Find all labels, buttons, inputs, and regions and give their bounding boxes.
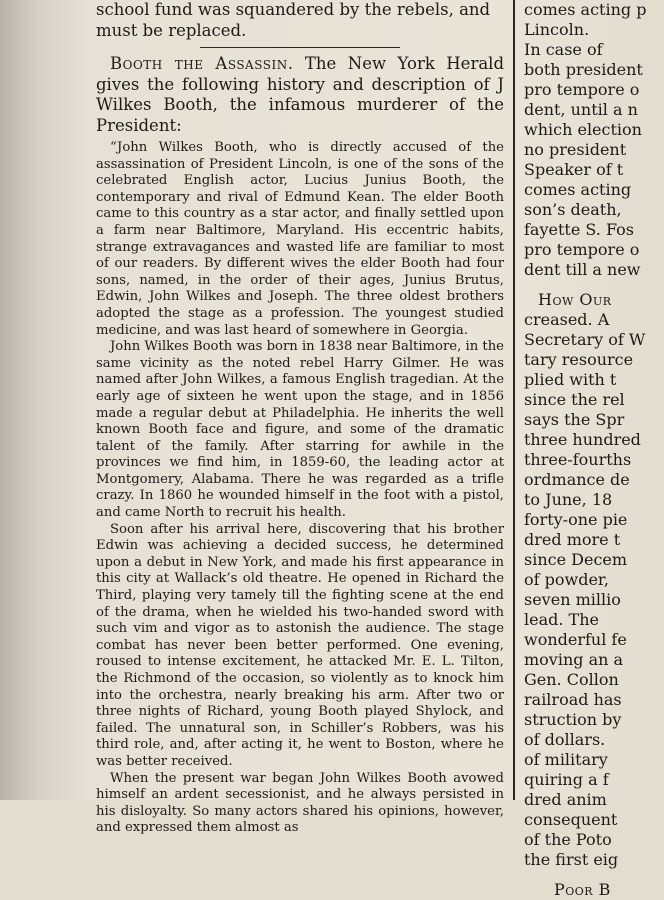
right-line: quiring a f <box>524 770 609 789</box>
right-line: tary resource <box>524 350 634 369</box>
right-line: pro tempore o <box>524 80 640 99</box>
right-line: says the Spr <box>524 410 625 429</box>
article-paragraph: John Wilkes Booth was born in 1838 near Baltimore, in the same vicinity as the noted rebel Harry Gilmer. He was named after John Wilkes, a famous English tragedian. At the early age of sixteen he went upon the stage, and in 1856 made a regular debut at Philadelphia. He inherits the well known Booth face and figure, and some of the dramatic talent of the family. After starring for awhile in the provinces we find him, in 1859-60, the leading actor at Montgomery, Alabama. There he was regarded as a trifle crazy. In 1860 he wounded himself in the foot with a pistol, and came North to recruit his health. <box>96 339 504 521</box>
intro-text-1: The New York Herald <box>304 54 505 73</box>
right-line: moving an a <box>524 650 624 669</box>
article-paragraph: When the present war began John Wilkes Booth avowed himself an ardent secessionist, and he always persisted in his disloyalty. So many actors shared his opinions, however, and expressed them almost as <box>96 770 504 836</box>
right-headline-c: Poor B <box>554 880 611 899</box>
right-line: which election <box>524 120 642 139</box>
right-line: pro tempore o <box>524 240 640 259</box>
right-line: three hundred <box>524 430 641 449</box>
right-line: since the rel <box>524 390 625 409</box>
right-line: the first eig <box>524 850 619 869</box>
right-line: dent, until a n <box>524 100 638 119</box>
right-headline-b: How Our <box>538 290 612 309</box>
right-line: no president <box>524 140 627 159</box>
right-line: comes acting <box>524 180 632 199</box>
right-line: Lincoln. <box>524 20 590 39</box>
right-line: son’s death, <box>524 200 622 219</box>
right-line: consequent <box>524 810 618 829</box>
right-line: of powder, <box>524 570 609 589</box>
right-block-b <box>524 290 664 870</box>
intro-text-3: Wilkes Booth, the infamous murderer of the <box>96 95 504 114</box>
right-line: three-fourths <box>524 450 632 469</box>
right-line: Speaker of t <box>524 160 624 179</box>
article-headline: Booth the Assassin. <box>110 54 294 73</box>
intro-text-2: gives the following history and description of J <box>96 74 504 94</box>
right-line: forty-one pie <box>524 510 628 529</box>
article-paragraph: “John Wilkes Booth, who is directly accused of the assassination of President Lincoln, is one of the sons of the celebrated English actor, Lucius Junius Booth, the contemporary and rival of Edmund Kean. The elder Booth came to this country as a star actor, and finally settled upon a farm near Baltimore, Maryland. His eccentric habits, strange extravagances and wasted life are familiar to most of our readers. By different wives the elder Booth had four sons, named, in the order of their ages, Junius Brutus, Edwin, John Wilkes and Joseph. The three oldest brothers adopted the stage as a profession. The youngest studied medicine, and was last heard of somewhere in Georgia. <box>96 140 504 338</box>
right-line: of dollars. <box>524 730 606 749</box>
right-line: dent till a new <box>524 260 641 279</box>
right-line: Gen. Collon <box>524 670 619 689</box>
right-line: lead. The <box>524 610 599 629</box>
left-column <box>96 0 505 836</box>
right-line: wonderful fe <box>524 630 627 649</box>
right-column <box>524 0 664 899</box>
right-line: struction by <box>524 710 622 729</box>
right-line: since Decem <box>524 550 628 569</box>
right-block-a <box>524 0 664 280</box>
article-intro <box>96 54 504 136</box>
right-line: In case of <box>524 40 603 59</box>
right-line: ordmance de <box>524 470 630 489</box>
top-line-2: must be replaced. <box>96 20 247 40</box>
right-line: seven millio <box>524 590 621 609</box>
right-line: comes acting p <box>524 0 647 19</box>
right-line: creased. A <box>524 310 610 329</box>
right-line: plied with t <box>524 370 617 389</box>
top-line-1: school fund was squandered by the rebels, and <box>96 0 491 19</box>
section-divider <box>200 47 400 48</box>
right-line: dred anim <box>524 790 607 809</box>
right-line: railroad has <box>524 690 622 709</box>
right-line: fayette S. Fos <box>524 220 635 239</box>
right-line: both president <box>524 60 643 79</box>
right-line: to June, 18 <box>524 490 613 509</box>
article-paragraph: Soon after his arrival here, discovering that his brother Edwin was achieving a decided success, he determined upon a debut in New York, and made his first appearance in this city at Wallack’s old theatre. He opened in Richard the Third, playing very tamely till the fighting scene at the end of the drama, when he wielded his two-handed sword with such vim and vigor as to astonish the audience. The stage combat has never been better performed. One evening, roused to intense excitement, he attacked Mr. E. L. Tilton, the Richmond of the occasion, so violently as to knock him into the orchestra, nearly breaking his arm. After two or three nights of Richard, young Booth played Shylock, and failed. The unnatural son, in Schiller’s Robbers, was his third role, and, after acting it, he went to Boston, where he was better received. <box>96 521 504 769</box>
right-line: Secretary of W <box>524 330 646 349</box>
column-rule <box>513 0 515 800</box>
intro-text-4: President: <box>96 115 182 135</box>
right-line: of the Poto <box>524 830 612 849</box>
right-block-c <box>524 880 664 900</box>
right-line: dred more t <box>524 530 621 549</box>
right-line: of military <box>524 750 608 769</box>
article-body <box>96 140 504 837</box>
